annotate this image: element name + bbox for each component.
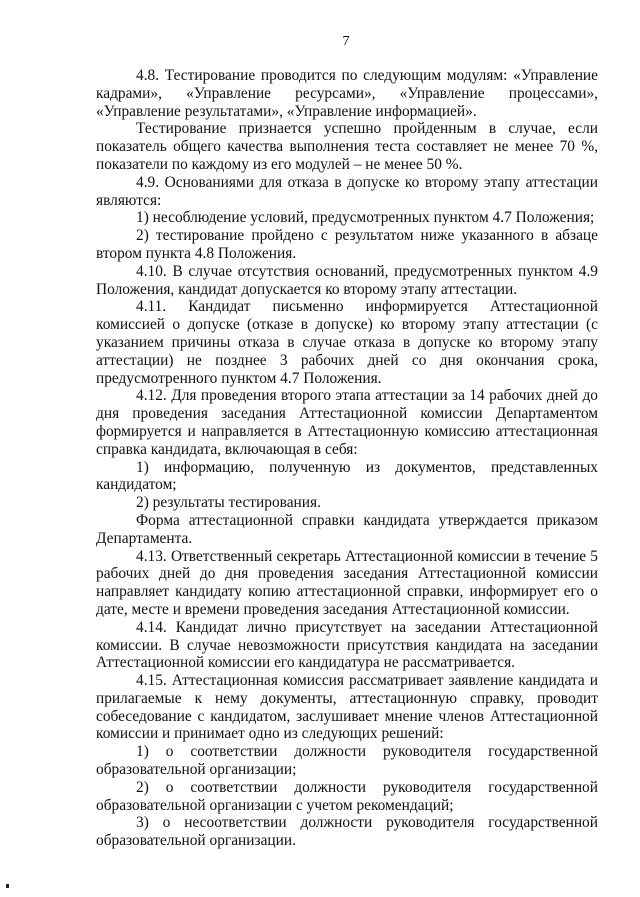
paragraph-4-15: 4.15. Аттестационная комиссия рассматривает заявление кандидата и прилагаемые к нему документы, аттестационную справку, проводит собеседование с кандидатом, заслушивает мнение членов Аттестационной комиссии и принимает одно из следующих решений: [96, 672, 598, 743]
paragraph-4-13: 4.13. Ответственный секретарь Аттестационной комиссии в течение 5 рабочих дней до дня проведения заседания Аттестационной комиссии направляет кандидату копию аттестационной справки, информирует его о дате, месте и времени проведения заседания Аттестационной комиссии. [96, 547, 598, 618]
page-number: 7 [342, 34, 350, 49]
document-body [96, 67, 598, 850]
paragraph-4-9: 4.9. Основаниями для отказа в допуске ко второму этапу аттестации являются: [96, 173, 598, 209]
decision-item-3: 3) о несоответствии должности руководителя государственной образовательной организации. [96, 814, 598, 850]
paragraph-testing-passed: Тестирование признается успешно пройденным в случае, если показатель общего качества выполнения теста составляет не менее 70 %, показатели по каждому из его модулей – не менее 50 %. [96, 120, 598, 173]
scan-artifact [6, 884, 9, 888]
paragraph-4-14: 4.14. Кандидат лично присутствует на заседании Аттестационной комиссии. В случае невозможности присутствия кандидата на заседании Аттестационной комиссии его кандидатура не рассматривается. [96, 618, 598, 672]
paragraph-4-12: 4.12. Для проведения второго этапа аттестации за 14 рабочих дней до дня проведения заседания Аттестационной комиссии Департаментом формируется и направляется в Аттестационную комиссию аттестационная справка кандидата, включающая в себя: [96, 387, 598, 458]
list-item-4-12-2: 2) результаты тестирования. [136, 494, 321, 512]
paragraph-4-11: 4.11. Кандидат письменно информируется Аттестационной комиссией о допуске (отказе в допуске) ко второму этапу аттестации (с указанием причины отказа в случае отказа в допуске ко второму этапу аттестации) не позднее 3 рабочих дней со дня окончания срока, предусмотренного пунктом 4.7 Положения. [96, 298, 598, 387]
list-item-4-12-1: 1) информацию, полученную из документов, представленных кандидатом; [96, 458, 598, 494]
decision-item-1: 1) о соответствии должности руководителя государственной образовательной организации; [96, 743, 598, 779]
list-item-4-9-2: 2) тестирование пройдено с результатом ниже указанного в абзаце втором пункта 4.8 Положения. [96, 227, 598, 262]
paragraph-4-8: 4.8. Тестирование проводится по следующим модулям: «Управление кадрами», «Управление ресурсами», «Управление процессами», «Управление результатами», «Управление информацией». [96, 67, 598, 120]
paragraph-4-10: 4.10. В случае отсутствия оснований, предусмотренных пунктом 4.9 Положения, кандидат допускается ко второму этапу аттестации. [96, 262, 598, 298]
decision-item-2: 2) о соответствии должности руководителя государственной образовательной организации с учетом рекомендаций; [96, 778, 598, 814]
list-item-4-9-1: 1) несоблюдение условий, предусмотренных пунктом 4.7 Положения; [136, 209, 595, 227]
paragraph-form-approval: Форма аттестационной справки кандидата утверждается приказом Департамента. [96, 511, 598, 547]
